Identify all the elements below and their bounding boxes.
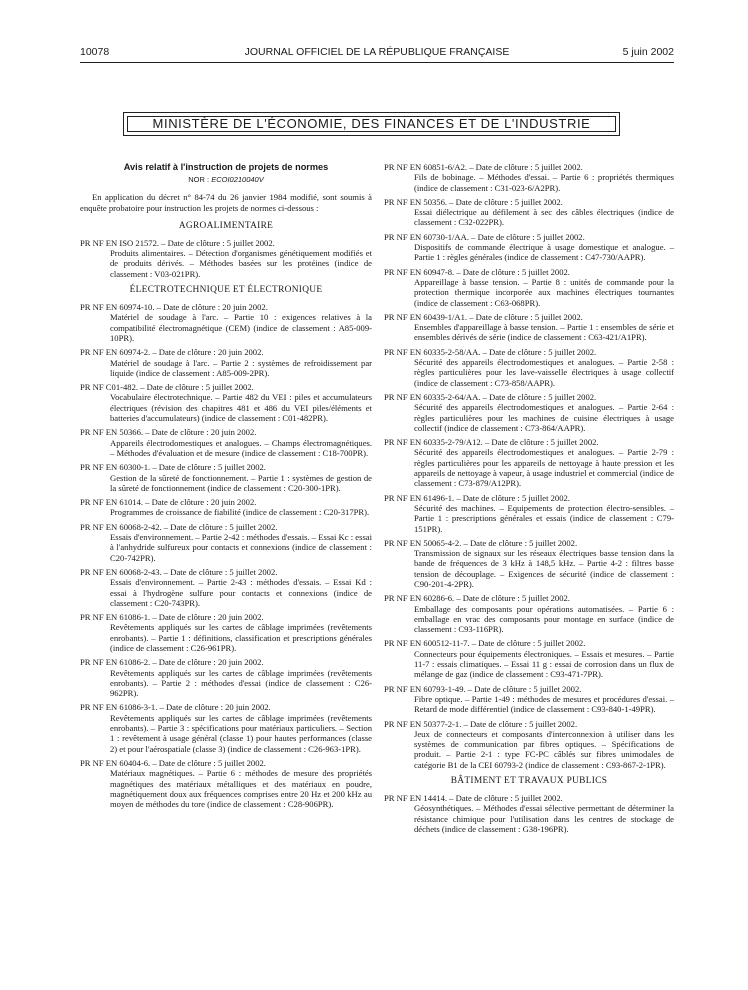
norm-description: Matériaux magnétiques. – Partie 6 : méthodes de mesure des propriétés magnétiques des matériaux métalliques et des matériaux en poudre, magnétiquement doux aux fréquences comprises entre 20 Hz et 200 kHz au moyen de méthodes du tore (indice de classement : C28-906PR). [110, 768, 372, 810]
norm-reference: PR NF EN 60335-2-79/A12. – Date de clôture : 5 juillet 2002. [384, 437, 599, 448]
norm-entry [384, 493, 674, 534]
norm-description: Matériel de soudage à l'arc. – Partie 2 : systèmes de refroidissement par liquide (indice de classement : A85-009-2PR). [110, 357, 372, 378]
norm-entry [80, 382, 372, 423]
norm-description: Revêtements appliqués sur les cartes de câblage imprimées (revêtements enrobants). – Partie 1 : définitions, classification et prescriptions générales (indice de classement : C26-961PR). [110, 622, 372, 653]
norm-entry [80, 497, 372, 518]
norm-entry [80, 347, 372, 378]
notice-intro: En application du décret n° 84-74 du 26 janvier 1984 modifié, sont soumis à enquête probatoire pour instruction les projets de normes ci-dessous : [80, 192, 372, 213]
norm-reference: PR NF EN 60068-2-43. – Date de clôture : 5 juillet 2002. [80, 566, 278, 577]
nor-reference [80, 175, 372, 185]
norm-entry [384, 267, 674, 308]
norm-description: Sécurité des appareils électrodomestiques et analogues. – Partie 2-64 : règles particulières pour les machines de cuisine électriques à usage collectif (indice de classement : C73-864/AAPR). [414, 402, 674, 433]
norm-reference: PR NF EN 14414. – Date de clôture : 5 juillet 2002. [384, 793, 563, 804]
norm-entry [384, 437, 674, 488]
norm-description: Jeux de connecteurs et composants d'interconnexion à utiliser dans les systèmes de communication par fibres optiques. – Spécifications de produit. – Partie 2-1 : type FC-PC câblés sur fibres unimodales de catégorie B1 de la CEI 60793-2 (indice de classement : C93-867-2-1PR). [414, 728, 674, 770]
norm-description: Connecteurs pour équipements électroniques. – Essais et mesures. – Partie 11-7 : essais climatiques. – Essai 11 g : essai de corrosion dans un flux de mélange de gaz (indice de classement : C93-471-7PR). [414, 648, 674, 680]
norm-description: Sécurité des appareils électrodomestiques et analogues. – Partie 2-58 : règles particulières pour les lave-vaisselle électriques à usage collectif (indice de classement : C73-858/AAPR). [414, 357, 674, 388]
right-column [384, 162, 674, 838]
ministry-banner: MINISTÈRE DE L'ÉCONOMIE, DES FINANCES ET DE L'INDUSTRIE [123, 112, 620, 136]
norm-reference: PR NF C01-482. – Date de clôture : 5 juillet 2002. [80, 382, 254, 393]
norm-entry [384, 232, 674, 263]
section-heading: BÂTIMENT ET TRAVAUX PUBLICS [450, 776, 608, 787]
norm-reference: PR NF EN 50366. – Date de clôture : 20 juin 2002. [80, 427, 257, 438]
header-rule [80, 62, 674, 63]
norm-entry [80, 612, 372, 653]
norm-entry [80, 302, 372, 343]
norm-description: Essais d'environnement. – Partie 2-43 : méthodes d'essais. – Essai Kd : essai à l'hydrogène sulfure pour contacts et connexions (indice de classement : C20-743PR). [110, 577, 372, 608]
norm-description: Produits alimentaires. – Détection d'organismes génétiquement modifiés et de produits dérivés. – Méthodes basées sur les protéines (indice de classement : V03-021PR). [110, 248, 372, 279]
norm-reference: PR NF EN 60439-1/A1. – Date de clôture : 5 juillet 2002. [384, 311, 583, 322]
journal-title: JOURNAL OFFICIEL DE LA RÉPUBLIQUE FRANÇAISE [244, 46, 510, 58]
norm-reference: PR NF EN 61086-3-1. – Date de clôture : 20 juin 2002. [80, 702, 271, 713]
norm-entry [80, 657, 372, 698]
norm-description: Dispositifs de commande électrique à usage domestique et analogue. – Partie 1 : règles générales (indice de classement : C47-730/AAPR). [414, 242, 674, 263]
nor-label: NOR : [188, 175, 210, 184]
left-sections [80, 221, 372, 810]
norm-entry [80, 427, 372, 458]
norm-reference: PR NF EN 61086-1. – Date de clôture : 20 juin 2002. [80, 612, 264, 623]
norm-description: Essai diélectrique au défilement à sec des câbles électriques (indice de classement : C32-022PR). [414, 207, 674, 228]
norm-reference: PR NF EN 61014. – Date de clôture : 20 juin 2002. [80, 497, 257, 508]
norm-reference: PR NF EN 60730-1/AA. – Date de clôture : 5 juillet 2002. [384, 231, 585, 242]
norm-entry [80, 567, 372, 608]
norm-reference: PR NF EN 60286-6. – Date de clôture : 5 juillet 2002. [384, 593, 570, 604]
norm-reference: PR NF EN 60068-2-42. – Date de clôture : 5 juillet 2002. [80, 521, 278, 532]
norm-entry [80, 238, 372, 279]
page-number: 10078 [80, 46, 110, 58]
norm-description: Appareils électrodomestiques et analogues. – Champs électromagnétiques. – Méthodes d'évaluation et de mesure (indice de classement : C18-700PR). [110, 437, 372, 458]
norm-description: Sécurité des machines. – Equipements de protection électro-sensibles. – Partie 1 : prescriptions générales et essais (indice de classement : C79-151PR). [414, 502, 674, 534]
norm-entry [384, 392, 674, 433]
norm-description: Emballage des composants pour opérations automatisées. – Partie 6 : emballage en vrac des composants pour montage en surface (indice de classement : C93-116PR). [414, 603, 674, 635]
norm-reference: PR NF EN 50356. – Date de clôture : 5 juillet 2002. [384, 196, 563, 207]
norm-entry [384, 347, 674, 388]
norm-entry [384, 197, 674, 228]
nor-code: ECOI0210040V [211, 175, 264, 184]
norm-description: Transmission de signaux sur les réseaux électriques basse tension dans la bande de fréquences de 3 kHz à 148,5 kHz. – Partie 4-2 : filtres basse tension de découplage. – Exigences de sécurité (indice de classement : C90-201-4-2PR). [414, 548, 674, 589]
norm-description: Vocabulaire électrotechnique. – Partie 482 du VEI : piles et accumulateurs électriques (révision des chapitres 481 et 486 du VEI piles/éléments et batteries d'accumulateurs) (indice de classement : C01-482PR). [110, 392, 372, 424]
norm-reference: PR NF EN 61086-2. – Date de clôture : 20 juin 2002. [80, 657, 264, 668]
norm-entry [80, 758, 372, 809]
norm-reference: PR NF EN 60947-8. – Date de clôture : 5 juillet 2002. [384, 266, 570, 277]
norm-reference: PR NF EN ISO 21572. – Date de clôture : 5 juillet 2002. [80, 237, 275, 248]
norm-reference: PR NF EN 60335-2-64/AA. – Date de clôture : 5 juillet 2002. [384, 391, 597, 402]
norm-description: Fils de bobinage. – Méthodes d'essai. – Partie 6 : propriétés thermiques (indice de classement : C31-023-6/A2PR). [414, 172, 674, 193]
norm-reference: PR NF EN 50377-2-1. – Date de clôture : 5 juillet 2002. [384, 718, 578, 729]
norm-entry [384, 638, 674, 679]
norm-description: Revêtements appliqués sur les cartes de câblage imprimées (revêtements enrobants). – Partie 3 : spécifications pour matériaux particuliers. – Section 1 : revêtement à usage général (classe 1) pour hautes performances (classe 2) et pour l'aérospatiale (classe 3) (indice de classement : C26-963-1PR). [110, 712, 372, 754]
norm-description: Revêtements appliqués sur les cartes de câblage imprimées (revêtements enrobants). – Partie 2 : méthodes d'essai (indice de classement : C26-962PR). [110, 667, 372, 699]
norm-description: Fibre optique. – Partie 1-49 : méthodes de mesures et procédures d'essai. – Retard de mode différentiel (indice de classement : C93-840-1-49PR). [414, 693, 674, 715]
right-sections [384, 162, 674, 834]
norm-description: Programmes de croissance de fiabilité (indice de classement : C20-317PR). [110, 507, 370, 518]
norm-description: Géosynthétiques. – Méthodes d'essai sélective permettant de déterminer la résistance chimique pour l'utilisation dans les centres de stockage de déchets (indice de classement : G38-196PR). [414, 803, 674, 834]
norm-entry [80, 702, 372, 753]
norm-reference: PR NF EN 60300-1. – Date de clôture : 5 juillet 2002. [80, 462, 266, 473]
norm-reference: PR NF EN 60404-6. – Date de clôture : 5 juillet 2002. [80, 757, 266, 768]
norm-entry [384, 793, 674, 834]
norm-description: Gestion de la sûreté de fonctionnement. – Partie 1 : systèmes de gestion de la sûreté de fonctionnement (indice de classement : C20-300-1PR). [110, 472, 372, 493]
norm-entry [384, 312, 674, 343]
norm-description: Sécurité des appareils électrodomestiques et analogues. – Partie 2-79 : règles particulières pour les appareils de nettoyage à haute pression et les appareils de nettoyage à vapeur, à usage industriel et commercial (indice de classement : C73-879/A12PR). [414, 447, 674, 489]
norm-reference: PR NF EN 50065-4-2. – Date de clôture : 5 juillet 2002. [384, 537, 578, 548]
page-header [80, 46, 674, 62]
norm-entry [384, 162, 674, 193]
norm-reference: PR NF EN 61496-1. – Date de clôture : 5 juillet 2002. [384, 492, 570, 503]
norm-description: Ensembles d'appareillage à basse tension. – Partie 1 : ensembles de série et ensembles dérivés de série (indice de classement : C63-421/A1PR). [414, 322, 674, 343]
issue-date: 5 juin 2002 [622, 46, 674, 58]
norm-entry [80, 522, 372, 563]
norm-reference: PR NF EN 60851-6/A2. – Date de clôture : 5 juillet 2002. [384, 162, 583, 172]
section-heading: ÉLECTROTECHNIQUE ET ÉLECTRONIQUE [129, 285, 323, 296]
norm-description: Matériel de soudage à l'arc. – Partie 10 : exigences relatives à la compatibilité électromagnétique (CEM) (indice de classement : A85-009-10PR). [110, 312, 372, 343]
norm-entry [384, 719, 674, 770]
norm-description: Essais d'environnement. – Partie 2-42 : méthodes d'essais. – Essai Kc : essai à l'anhydride sulfureux pour contacts et connexions (indice de classement : C20-742PR). [110, 532, 372, 563]
norm-entry [384, 538, 674, 589]
norm-entry [80, 462, 372, 493]
left-column [80, 162, 372, 813]
norm-reference: PR NF EN 60974-10. – Date de clôture : 20 juin 2002. [80, 302, 268, 313]
norm-description: Appareillage à basse tension. – Partie 8 : unités de commande pour la protection thermique incorporée aux machines électriques tournantes (indice de classement : C63-068PR). [414, 276, 674, 308]
norm-entry [384, 593, 674, 634]
notice-title: Avis relatif à l'instruction de projets de normes [123, 162, 329, 172]
section-heading: AGROALIMENTAIRE [178, 220, 274, 231]
norm-reference: PR NF EN 60335-2-58/AA. – Date de clôture : 5 juillet 2002. [384, 346, 597, 357]
norm-entry [384, 684, 674, 715]
norm-reference: PR NF EN 600512-11-7. – Date de clôture : 5 juillet 2002. [384, 638, 586, 649]
norm-reference: PR NF EN 60974-2. – Date de clôture : 20 juin 2002. [80, 347, 264, 358]
norm-reference: PR NF EN 60793-1-49. – Date de clôture : 5 juillet 2002. [384, 683, 582, 694]
